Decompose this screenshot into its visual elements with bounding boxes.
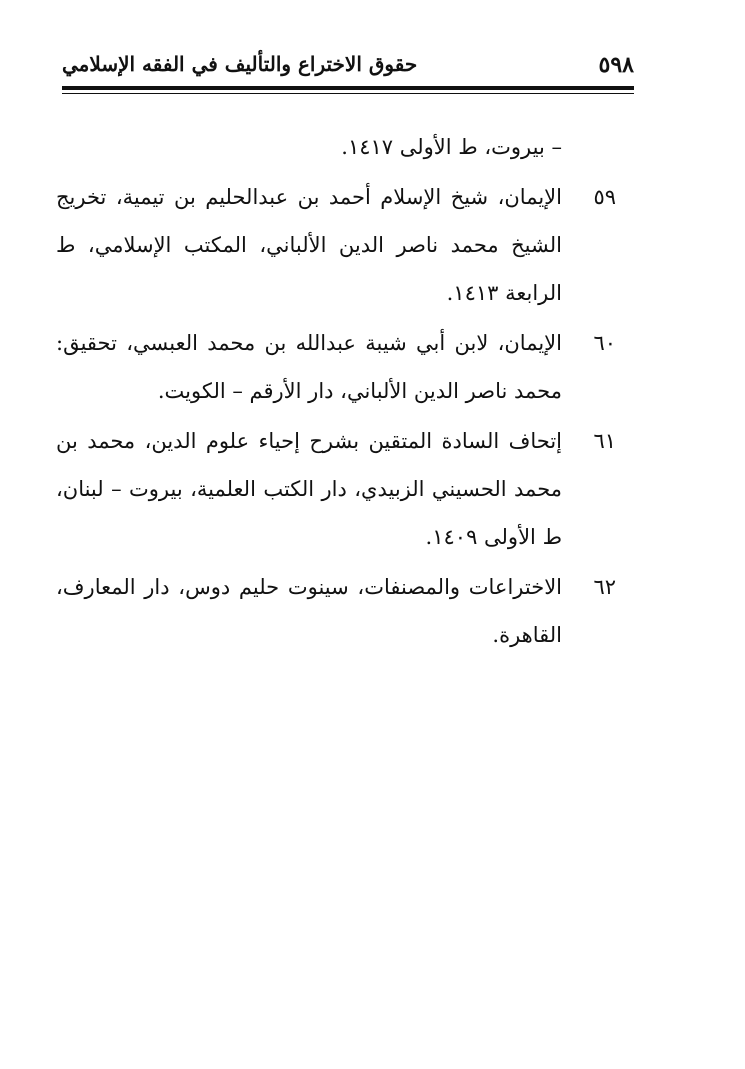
entry-text: الاختراعات والمصنفات، سينوت حليم دوس، دار المعارف، القاهرة. <box>56 575 562 647</box>
entry-text: – بيروت، ط الأولى ١٤١٧. <box>341 135 562 159</box>
entry-text: الإيمان، شيخ الإسلام أحمد بن عبدالحليم بن تيمية، تخريج الشيخ محمد ناصر الدين الألباني، المكتب الإسلامي، ط الرابعة ١٤١٣. <box>56 185 562 305</box>
entry-number: ٦١ <box>593 429 616 453</box>
header-rule-thick <box>62 86 634 90</box>
entry-number: ٥٩ <box>593 185 616 209</box>
entry-text: إتحاف السادة المتقين بشرح إحياء علوم الدين، محمد بن محمد الحسيني الزبيدي، دار الكتب العلمية، بيروت – لبنان، ط الأولى ١٤٠٩. <box>56 429 562 549</box>
entry-number: ٦٢ <box>593 575 616 599</box>
page-number: ٥٩٨ <box>598 52 634 78</box>
bibliography-entry-61 <box>56 417 634 561</box>
bibliography-entry-continuation <box>56 123 634 171</box>
bibliography-entry-62 <box>56 563 634 659</box>
entry-number: ٦٠ <box>593 331 616 355</box>
entry-text: الإيمان، لابن أبي شيبة عبدالله بن محمد العبسي، تحقيق: محمد ناصر الدين الألباني، دار الأرقم – الكويت. <box>56 331 562 403</box>
bibliography-entry-59 <box>56 173 634 317</box>
bibliography-entry-60 <box>56 319 634 415</box>
header-rule-thin <box>62 93 634 94</box>
running-title: حقوق الاختراع والتأليف في الفقه الإسلامي <box>62 52 418 76</box>
running-head <box>62 48 634 82</box>
bibliography-list <box>56 123 634 661</box>
